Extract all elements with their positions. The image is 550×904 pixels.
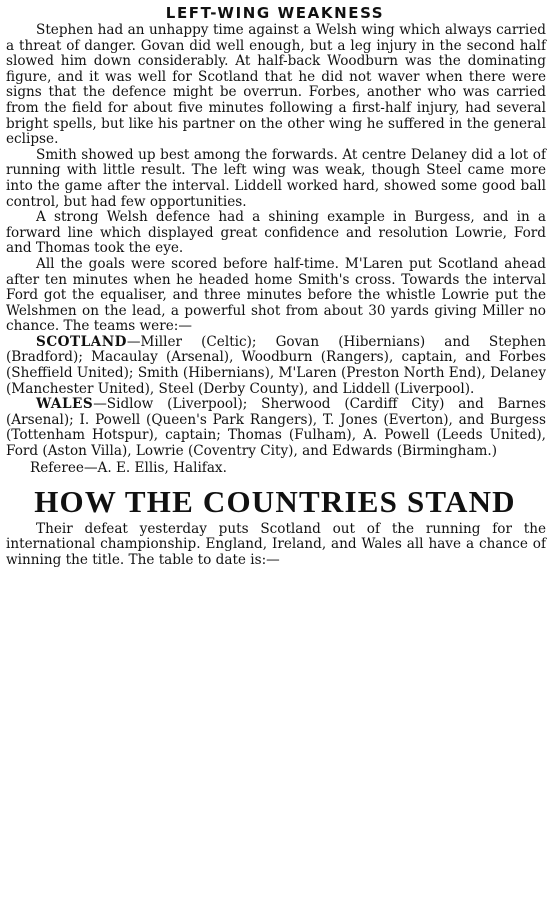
referee-line: Referee—A. E. Ellis, Halifax. — [30, 459, 227, 476]
team-lineup-wales — [0, 397, 550, 459]
team-name: SCOTLAND — [36, 333, 127, 350]
standings-paragraph: Their defeat yesterday puts Scotland out of the running for the international championship. England, Ireland, and Wales all have a chance of winning the title. The table to date is:— — [6, 520, 546, 568]
team-lineup-scotland — [0, 335, 550, 397]
article-paragraph: All the goals were scored before half-time. M'Laren put Scotland ahead after ten minutes when he headed home Smith's cross. Towards the interval Ford got the equaliser, and three minutes before the whistle Lowrie put the Welshmen on the lead, a powerful shot from about 30 yards giving Miller no chance. The teams were:— — [6, 255, 546, 335]
article-paragraph: Stephen had an unhappy time against a Welsh wing which always carried a threat of danger. Govan did well enough, but a leg injury in the second half slowed him down considerably. At half-back Woodburn was the dominating figure, and it was well for Scotland that he did not waver when there were signs that the defence might be overrun. Forbes, another who was carried from the field for about five minutes following a first-half injury, had several bright spells, but like his partner on the other wing he suffered in the general eclipse. — [6, 22, 546, 148]
section-headline: LEFT-WING WEAKNESS — [165, 4, 385, 22]
team-name: WALES — [36, 396, 94, 413]
team-players: —Miller (Celtic); Govan (Hibernians) and Stephen (Bradford); Macaulay (Arsenal), Woodburn (Rangers), captain, and Forbes (Sheffield United); Smith (Hibernians), M'Laren (Preston North End), Delaney (Manchester United), Steel (Derby County), and Liddell (Liverpool). — [6, 333, 546, 397]
standings-headline: HOW THE COUNTRIES STAND — [34, 483, 516, 519]
article-paragraph: A strong Welsh defence had a shining example in Burgess, and in a forward line which displayed great confidence and resolution Lowrie, Ford and Thomas took the eye. — [6, 209, 546, 257]
article-body — [0, 23, 550, 335]
team-players: —Sidlow (Liverpool); Sherwood (Cardiff City) and Barnes (Arsenal); I. Powell (Queen's Park Rangers), T. Jones (Everton), and Burgess (Tottenham Hotspur), captain; Thomas (Fulham), A. Powell (Leeds United), Ford (Aston Villa), Lowrie (Coventry City), and Edwards (Birmingham.) — [6, 396, 546, 460]
team-lineups — [0, 335, 550, 476]
article-paragraph: Smith showed up best among the forwards. At centre Delaney did a lot of running with little result. The left wing was weak, though Steel came more into the game after the interval. Liddell worked hard, showed some good ball control, but had few opportunities. — [6, 146, 546, 210]
